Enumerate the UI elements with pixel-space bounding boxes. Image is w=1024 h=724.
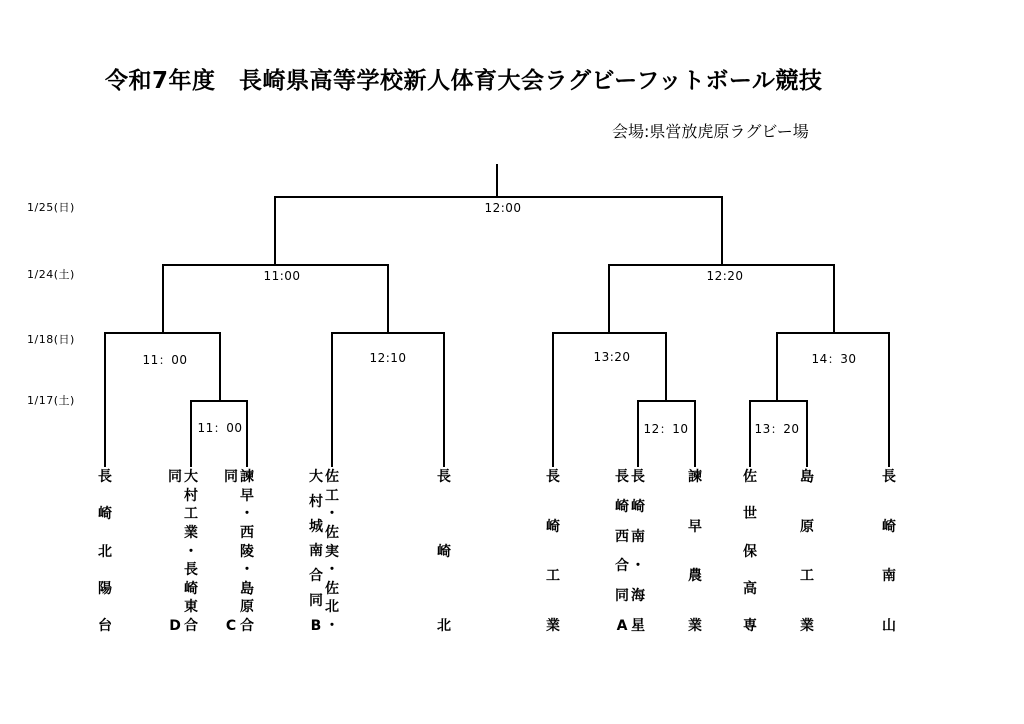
connector-semi-right-stem [721,196,723,266]
match-time-qf4: 14：30 [811,352,857,366]
connector-team-2-line [190,400,192,467]
connector-r1a-stem [219,332,221,402]
connector-final-h [274,196,723,198]
team-name-column: 同 D [168,469,182,634]
team-6-name [545,470,561,633]
page-title: 令和7年度 長崎県高等学校新人体育大会ラグビーフットボール競技 [105,68,823,94]
team-1-name [97,470,113,633]
connector-team-3-line [246,400,248,467]
match-time-qf3: 13:20 [593,350,631,364]
match-time-r1c: 13：20 [754,422,800,436]
connector-r1c-h [749,400,808,402]
venue-label: 会場:県営放虎原ラグビー場 [612,122,809,141]
match-time-qf1: 11：00 [142,353,188,367]
team-name-column: 島 原 工 業 [800,469,814,634]
connector-team-5-line [443,332,445,467]
connector-qf1-stem [162,264,164,334]
match-time-r1b: 12：10 [643,422,689,436]
team-name-column: 長 崎 南 山 [882,469,896,634]
connector-team-7-line [637,400,639,467]
team-name-column: 諫 早 ・ 西 陵 ・ 島 原 合 [240,469,254,634]
match-time-semi-right: 12:20 [706,269,744,283]
team-5-name [436,470,452,633]
connector-qf3-stem [608,264,610,334]
connector-team-4-line [331,332,333,467]
connector-team-6-line [552,332,554,467]
team-11-name [881,470,897,633]
team-2-name [167,470,199,633]
date-label-semifinal-day: 1/24(土) [27,268,75,281]
match-time-semi-left: 11:00 [263,269,301,283]
team-name-column: 長 崎 北 [437,469,451,634]
connector-winner-stem [496,164,498,198]
connector-team-1-line [104,332,106,467]
match-time-r1a: 11：00 [197,421,243,435]
date-label-quarterfinal-day: 1/18(日) [27,333,75,346]
match-time-qf2: 12:10 [369,351,407,365]
team-4-name [308,470,340,633]
team-3-name [223,470,255,633]
team-name-column: 長 崎 北 陽 台 [98,469,112,634]
team-name-column: 大 村 城 南 合 同 B [309,469,323,634]
team-name-column: 佐 工 ・ 佐 実 ・ 佐 北 ・ [325,469,339,634]
team-name-column: 佐 世 保 高 専 [743,469,757,634]
connector-r1c-stem [776,332,778,402]
team-name-column: 長 崎 西 合 同 A [615,469,629,634]
match-time-final: 12:00 [484,201,522,215]
connector-qf2-stem [387,264,389,334]
connector-team-8-line [694,400,696,467]
team-9-name [742,470,758,633]
connector-team-11-line [888,332,890,467]
team-name-column: 長 崎 南 ・ 海 星 [631,469,645,634]
team-10-name [799,470,815,633]
team-name-column: 大 村 工 業 ・ 長 崎 東 合 [184,469,198,634]
team-8-name [687,470,703,633]
connector-team-10-line [806,400,808,467]
connector-team-9-line [749,400,751,467]
date-label-round1-day: 1/17(土) [27,394,75,407]
connector-r1b-stem [665,332,667,402]
connector-qf4-stem [833,264,835,334]
team-name-column: 長 崎 工 業 [546,469,560,634]
connector-semi-left-stem [274,196,276,266]
date-label-final-day: 1/25(日) [27,201,75,214]
team-name-column: 諫 早 農 業 [688,469,702,634]
team-7-name [614,470,646,633]
team-name-column: 同 C [224,469,238,634]
